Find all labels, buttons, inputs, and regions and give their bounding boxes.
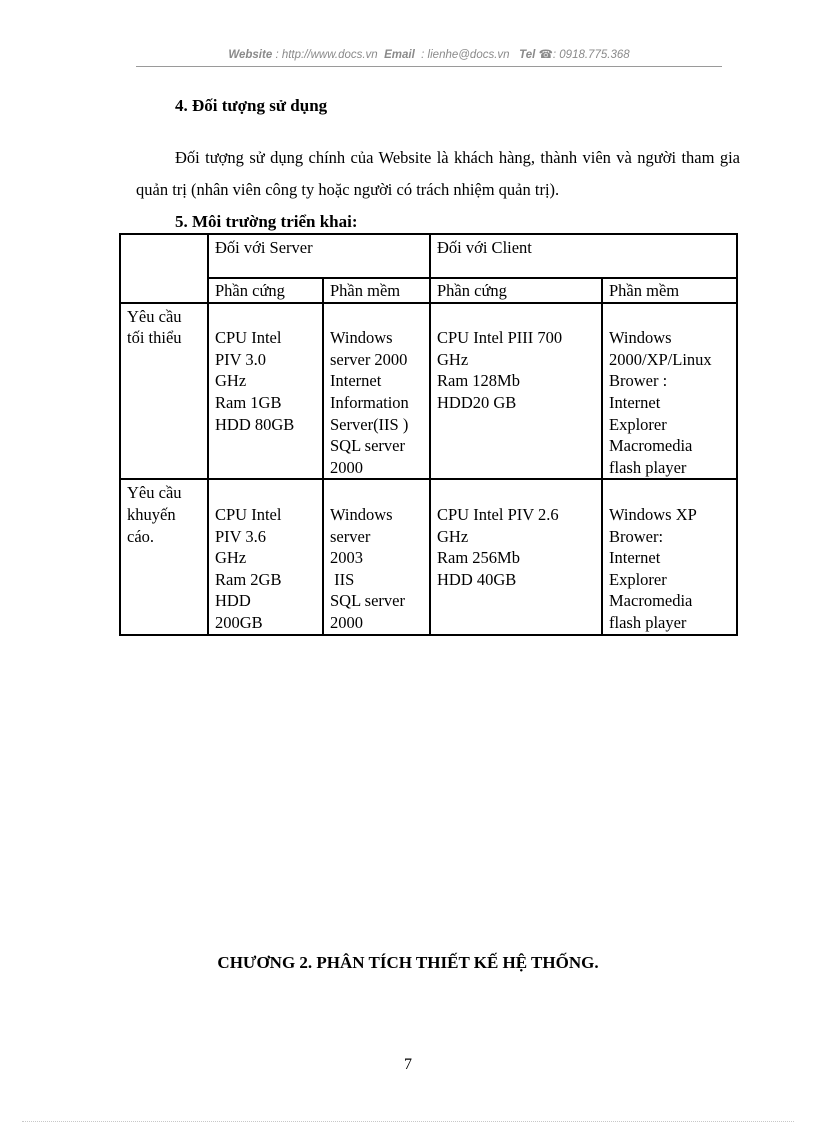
header-divider	[136, 66, 722, 67]
table-corner-cell	[120, 234, 208, 303]
section-5-heading: 5. Môi trường triển khai:	[175, 212, 358, 231]
client-hardware-cell: CPU Intel PIV 2.6 GHz Ram 256Mb HDD 40GB	[430, 479, 602, 634]
tel-label: Tel	[519, 49, 536, 61]
page-bottom-divider	[22, 1121, 794, 1122]
page-number: 7	[404, 1056, 412, 1073]
client-header: Đối với Client	[430, 234, 737, 278]
phone-icon: ☎	[538, 49, 553, 61]
server-software-cell: Windows server 2000 Internet Information Server(IIS ) SQL server 2000	[323, 303, 430, 480]
server-hardware-header: Phần cứng	[208, 278, 323, 303]
table-group-header-row	[120, 234, 737, 278]
table-subheader-row	[120, 278, 737, 303]
client-software-cell: Windows XP Brower: Internet Explorer Macromedia flash player	[602, 479, 737, 634]
environment-table	[119, 233, 738, 636]
server-hardware-cell: CPU Intel PIV 3.0 GHz Ram 1GB HDD 80GB	[208, 303, 323, 480]
client-hardware-cell: CPU Intel PIII 700 GHz Ram 128Mb HDD20 GB	[430, 303, 602, 480]
chapter-title: CHƯƠNG 2. PHÂN TÍCH THIẾT KẾ HỆ THỐNG.	[217, 953, 599, 972]
email-label: Email	[384, 49, 415, 61]
tel-number: : 0918.775.368	[552, 49, 630, 61]
client-software-cell: Windows 2000/XP/Linux Brower : Internet Explorer Macromedia flash player	[602, 303, 737, 480]
page-header	[136, 47, 722, 61]
website-url: : http://www.docs.vn	[275, 49, 378, 61]
client-software-header: Phần mềm	[602, 278, 737, 303]
server-header: Đối với Server	[208, 234, 430, 278]
table-row-recommended	[120, 479, 737, 634]
client-hardware-header: Phần cứng	[430, 278, 602, 303]
email-address: : lienhe@docs.vn	[421, 49, 510, 61]
section-4-heading: 4. Đối tượng sử dụng	[175, 96, 328, 115]
table-row-minimum	[120, 303, 737, 480]
server-hardware-cell: CPU Intel PIV 3.6 GHz Ram 2GB HDD 200GB	[208, 479, 323, 634]
website-label: Website	[228, 49, 273, 61]
server-software-header: Phần mềm	[323, 278, 430, 303]
section-4-paragraph: Đối tượng sử dụng chính của Website là khách hàng, thành viên và người tham gia quản trị (nhân viên công ty hoặc người có trách nhiệm quản trị).	[136, 148, 740, 199]
row-label: Yêu cầu tối thiểu	[120, 303, 208, 480]
server-software-cell: Windows server 2003 IIS SQL server 2000	[323, 479, 430, 634]
row-label: Yêu cầu khuyến cáo.	[120, 479, 208, 634]
